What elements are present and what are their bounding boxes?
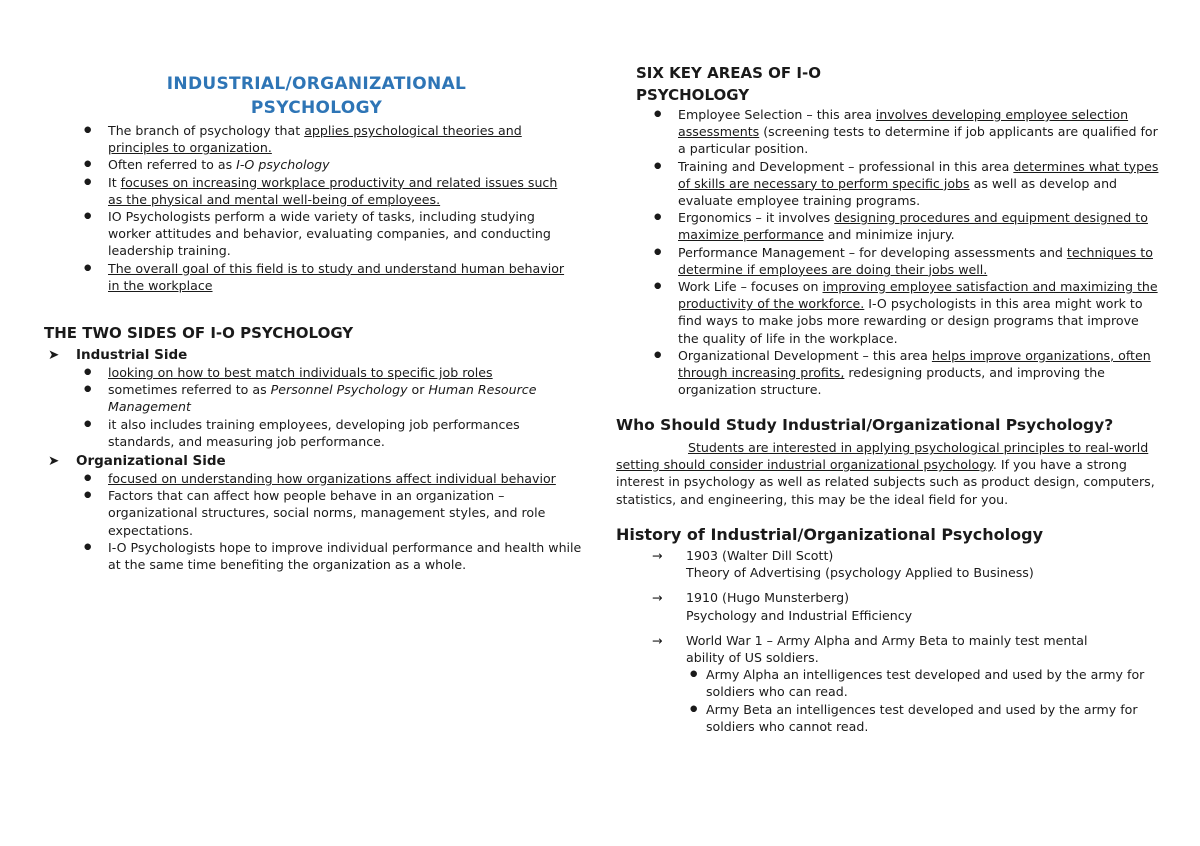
who-should-study-paragraph	[616, 439, 1162, 508]
key-area-item	[614, 209, 1162, 243]
right-arrow-icon: →	[652, 590, 663, 606]
text-run: IO Psychologists perform a wide variety of tasks, including studying worker attitudes and behavior, evaluating companies, and conducting leadership training.	[108, 209, 551, 259]
industrial-bullet	[44, 381, 578, 415]
text-run: designing procedures and equipment designed to maximize performance	[678, 210, 1148, 243]
industrial-side-heading	[48, 346, 578, 364]
text-run: It	[108, 174, 121, 190]
intro-bullet-list	[44, 122, 574, 294]
history-item-year: 1910 (Hugo Munsterberg)	[686, 590, 849, 606]
text-run: it also includes training employees, developing job performances standards, and measuring job performance.	[108, 416, 520, 449]
history-list	[616, 547, 1162, 735]
text-run: Human Resource Management	[108, 382, 537, 415]
key-area-item	[614, 106, 1162, 158]
key-area-item	[614, 158, 1162, 210]
intro-bullet	[44, 174, 574, 208]
organizational-bullet	[44, 470, 584, 487]
text-run: Employee Selection – this area	[678, 107, 876, 122]
two-sides-heading: THE TWO SIDES OF I-O PSYCHOLOGY	[44, 324, 354, 342]
history-heading: History of Industrial/Organizational Psychology	[616, 525, 1044, 544]
history-item	[616, 589, 1162, 623]
text-run: determines what types of skills are necessary to perform specific jobs	[678, 158, 1159, 191]
intro-bullet	[44, 208, 574, 260]
text-run: looking on how to best match individuals to specific job roles	[108, 365, 493, 380]
title-line-1: INDUSTRIAL/ORGANIZATIONAL	[166, 74, 467, 94]
text-run: sometimes referred to as	[108, 382, 271, 398]
intro-bullet	[44, 156, 574, 173]
six-areas-list	[614, 106, 1162, 398]
text-run: (screening tests to determine if job applicants are qualified for a particular position.	[678, 124, 1158, 157]
ww1-test-item: ● Army Alpha an intelligences test developed and used by the army for soldiers who can read.	[616, 666, 1156, 700]
text-run: redesigning products, and improving the organization structure.	[678, 365, 1105, 398]
industrial-side-list	[44, 364, 578, 450]
text-run: Often referred to as	[108, 157, 237, 173]
text-run: focuses on increasing workplace productivity and related issues such as the physical and mental well-being of employees.	[108, 174, 558, 207]
six-areas-heading-line-1: SIX KEY AREAS OF I-O	[636, 64, 821, 82]
history-item-text: World War 1 – Army Alpha and Army Beta to mainly test mental ability of US soldiers.	[686, 632, 1088, 666]
key-area-item	[614, 244, 1162, 278]
text-run: I-O Psychologists hope to improve individual performance and health while at the same time benefiting the organization as a whole.	[108, 539, 582, 573]
six-areas-heading-line-2: PSYCHOLOGY	[636, 86, 750, 104]
text-run: or	[407, 382, 429, 398]
text-run: I-O psychologists in this area might work to find ways to make jobs more rewarding or design programs that improve the quality of life in the workplace.	[678, 296, 1143, 346]
organizational-side-list	[44, 470, 584, 573]
text-run: Performance Management – for developing assessments and	[678, 244, 1067, 260]
intro-bullet	[44, 260, 574, 294]
organizational-bullet	[44, 487, 584, 539]
text-run: helps improve organizations, often through increasing profits,	[678, 347, 1151, 381]
who-should-study-heading: Who Should Study Industrial/Organizational Psychology?	[616, 416, 1114, 434]
text-run: The overall goal of this field is to study and understand human behavior in the workplace	[108, 260, 565, 293]
history-item	[616, 632, 1106, 666]
industrial-bullet	[44, 416, 578, 450]
industrial-side-label: Industrial Side	[76, 347, 188, 363]
history-item	[616, 547, 1162, 581]
text-run: Ergonomics – it involves	[678, 210, 835, 226]
history-item-year: 1903 (Walter Dill Scott)	[686, 548, 834, 563]
organizational-side-section	[48, 452, 584, 573]
document-title	[44, 72, 589, 120]
history-item-title: Psychology and Industrial Efficiency	[686, 607, 913, 623]
intro-bullet	[44, 122, 574, 156]
text-run: Training and Development – professional in this area	[678, 158, 1014, 174]
text-run: applies psychological theories and principles to organization.	[108, 123, 522, 156]
arrowhead-bullet-icon: ➤	[48, 347, 60, 363]
six-areas-heading	[636, 62, 821, 106]
organizational-side-heading	[48, 452, 584, 470]
title-line-2: PSYCHOLOGY	[250, 98, 383, 118]
industrial-bullet	[44, 364, 578, 381]
right-arrow-icon: →	[652, 632, 663, 648]
right-arrow-icon: →	[652, 548, 663, 563]
text-run: improving employee satisfaction and maximizing the productivity of the workforce.	[678, 279, 1158, 312]
key-area-item	[614, 347, 1162, 399]
text-run: . If you have a strong interest in psychology as well as related subjects such as product design, computers, statistics, and engineering, this may be the ideal field for you.	[616, 457, 1155, 507]
organizational-side-label: Organizational Side	[76, 453, 226, 469]
text-run: and minimize injury.	[823, 227, 955, 243]
organizational-bullet	[44, 539, 584, 573]
arrowhead-bullet-icon: ➤	[48, 453, 60, 469]
text-run: Personnel Psychology	[270, 382, 408, 398]
history-item-title: Theory of Advertising (psychology Applied to Business)	[686, 565, 1034, 581]
key-area-item	[614, 278, 1162, 347]
text-run: as well as develop and evaluate employee training programs.	[678, 175, 1118, 209]
text-run: techniques to determine if employees are doing their jobs well.	[678, 244, 1153, 277]
text-run: Students are interested in applying psychological principles to real-world setting should consider industrial organizational psychology	[616, 440, 1149, 473]
text-run: Organizational Development – this area	[678, 347, 932, 363]
text-run: I-O psychology	[236, 157, 330, 173]
text-run: Factors that can affect how people behave in an organization – organizational structures, social norms, management styles, and role expectations.	[108, 488, 546, 538]
text-run: focused on understanding how organizations affect individual behavior	[108, 471, 556, 486]
text-run: involves developing employee selection assessments	[678, 107, 1129, 140]
ww1-test-item: ● Army Beta an intelligences test developed and used by the army for soldiers who cannot read.	[616, 701, 1156, 735]
text-run: Work Life – focuses on	[678, 279, 823, 295]
text-run: The branch of psychology that	[108, 123, 305, 138]
industrial-side-section	[48, 346, 578, 450]
ww1-test-list	[616, 666, 1156, 735]
